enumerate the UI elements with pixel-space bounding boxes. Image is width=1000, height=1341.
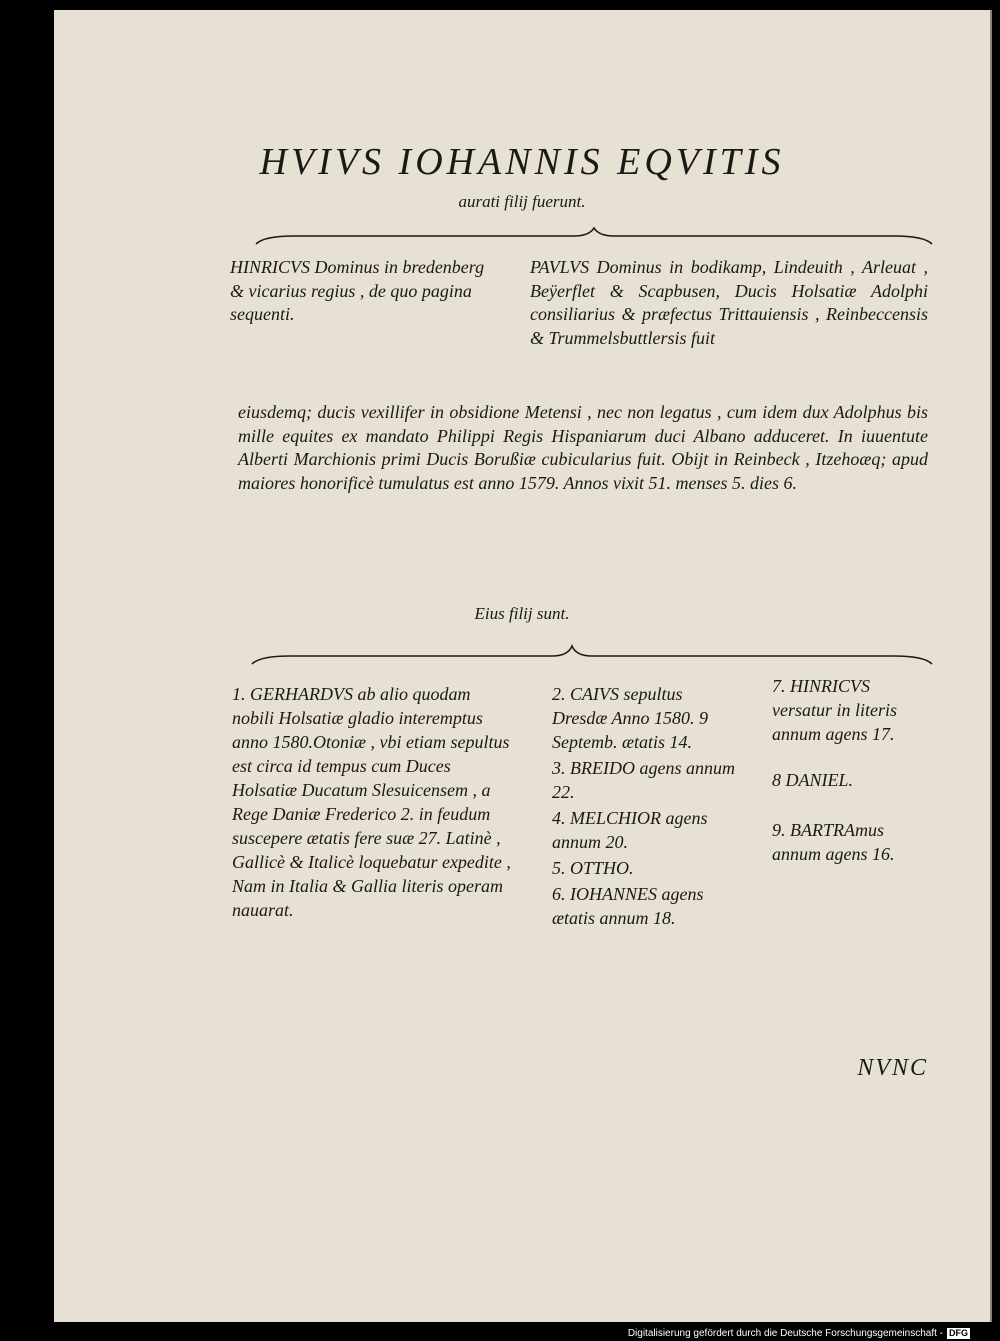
book-page [54, 10, 992, 1322]
ornamental-rule-middle [250, 642, 934, 668]
list-item: 6. IOHANNES agens ætatis annum 18. [552, 884, 704, 928]
page-title: HVIVS IOHANNIS EQVITIS [259, 141, 785, 183]
sons-column-3 [772, 674, 932, 868]
left-column-hinricus: HINRICVS Dominus in bredenberg & vicarius regius , de quo pagina sequenti. [230, 257, 485, 324]
sons-column-1 [232, 682, 514, 924]
list-item: 7. HINRICVS versatur in literis annum agens 17. [772, 676, 897, 744]
list-item: 3. BREIDO agens annum 22. [552, 758, 735, 802]
list-item: 4. MELCHIOR agens annum 20. [552, 808, 708, 852]
dfg-logo-icon: DFG [949, 1328, 968, 1338]
section-heading-sons: Eius filij sunt. [474, 604, 570, 623]
list-item: 1. GERHARDVS ab alio quodam nobili Holsatiæ gladio interemptus anno 1580.Otoniæ , vbi etiam sepultus est circa id tempus cum Duces Holsatiæ Ducatum Slesuicensem , a Rege Daniæ Frederico 2. in feudum suscepere ætatis fere suæ 27. Latinè , Gallicè & Italicè loquebatur expedite , Nam in Italia & Gallia literis operam nauarat. [232, 684, 511, 920]
list-item: 2. CAIVS sepultus Dresdæ Anno 1580. 9 Septemb. ætatis 14. [552, 684, 709, 752]
digitization-footer [0, 1326, 1000, 1341]
footer-text: Digitalisierung gefördert durch die Deutsche Forschungsgemeinschaft - [627, 1328, 943, 1339]
catchword: NVNC [857, 1055, 928, 1081]
paulus-continuation: eiusdemq; ducis vexillifer in obsidione Metensi , nec non legatus , cum idem dux Adolphus bis mille equites ex mandato Philippi Regis Hispaniarum duci Albano adduceret. In iuuentute Alberti Marchionis primi Ducis Borußiæ cubicularius fuit. Obijt in Reinbeck , Itzehoæq; apud maiores honorificè tumulatus est anno 1579. Annos vixit 51. menses 5. dies 6. [238, 402, 928, 493]
ornamental-rule-top [254, 222, 934, 248]
right-column-paulus: PAVLVS Dominus in bodikamp, Lindeuith , Arleuat , Beÿerflet & Scapbusen, Ducis Holsatiæ Adolphi consiliarius & præfectus Trittauiensis , Reinbeccensis & Trummelsbuttlersis fuit [530, 257, 928, 348]
list-item: 5. OTTHO. [552, 858, 634, 878]
page-subtitle: aurati filij fuerunt. [458, 192, 586, 211]
list-item: 9. BARTRAmus annum agens 16. [772, 820, 895, 864]
list-item: 8 DANIEL. [772, 770, 853, 790]
sons-column-2 [552, 682, 738, 932]
